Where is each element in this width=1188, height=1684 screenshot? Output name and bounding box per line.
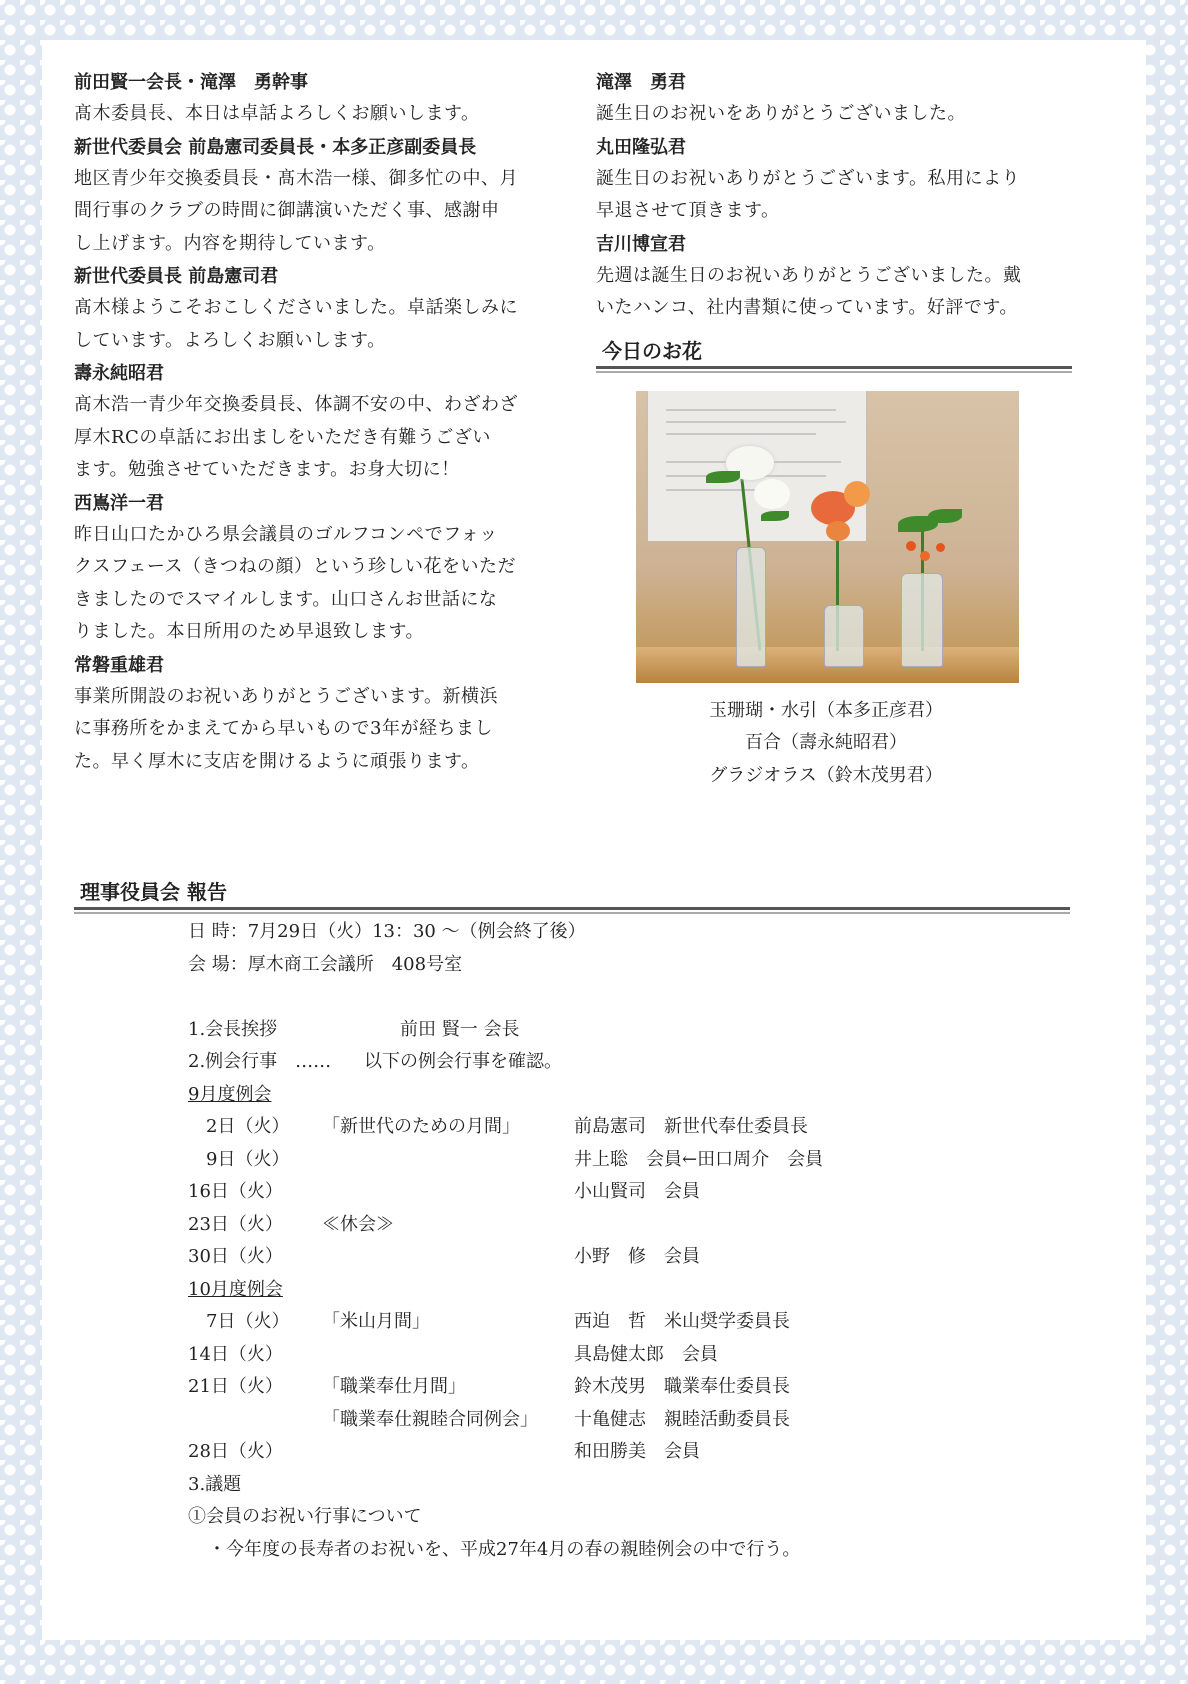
message-text <box>74 163 574 261</box>
message-line: 厚木RCの卓話にお出ましをいただき有難うござい <box>74 426 491 448</box>
schedule-event: 「米山月間」 <box>322 1311 430 1332</box>
message-text <box>74 681 574 779</box>
month-label <box>188 1274 800 1307</box>
schedule-date: 28日（火） <box>188 1441 283 1462</box>
item-label: 2.例会行事 …… <box>188 1051 332 1072</box>
schedule-speaker: 前島憲司 新世代奉仕委員長 <box>574 1116 808 1137</box>
message-text <box>596 163 1066 228</box>
message-line: 髙木浩一青少年交換委員長、体調不安の中、わざわざ <box>74 394 518 415</box>
messages-right <box>596 68 1066 792</box>
page <box>42 40 1146 1640</box>
schedule-speaker: 鈴木茂男 職業奉仕委員長 <box>574 1376 790 1397</box>
item-value: 以下の例会行事を確認。 <box>364 1051 562 1072</box>
schedule-speaker: 西迫 哲 米山奨学委員長 <box>574 1311 790 1332</box>
flower-captions <box>596 695 1056 793</box>
message-line: 髙木様ようこそおこしくださいました。卓話楽しみに <box>74 297 518 318</box>
schedule-date: 21日（火） <box>188 1376 283 1397</box>
message-line: 誕生日のお祝いありがとうございます。私用により <box>596 167 1021 189</box>
message-block <box>74 133 574 261</box>
message-line: 早退させて頂きます。 <box>596 200 780 221</box>
spacer <box>188 981 800 1014</box>
message-block <box>596 230 1066 325</box>
schedule-row <box>188 1241 800 1274</box>
month-label-text: 10月度例会 <box>188 1278 283 1300</box>
schedule-event: 「職業奉仕親睦合同例会」 <box>322 1408 538 1430</box>
vase <box>736 547 766 667</box>
message-line: クスフェース（きつねの顔）という珍しい花をいただ <box>74 556 517 577</box>
schedule-speaker: 和田勝美 会員 <box>574 1441 700 1462</box>
message-text <box>596 260 1066 325</box>
vase <box>901 573 943 667</box>
caption-line: グラジオラス（鈴木茂男君） <box>709 764 943 786</box>
message-line: 誕生日のお祝いをありがとうございました。 <box>596 103 966 124</box>
message-text <box>74 519 574 649</box>
flower-photo <box>636 391 1019 683</box>
message-author: 壽永純昭君 <box>74 363 164 384</box>
item-label: 1.会長挨拶 <box>188 1018 278 1040</box>
messages-left <box>74 68 574 780</box>
message-line: りました。本日所用のため早退致します。 <box>74 621 425 642</box>
item-value: 前田 賢一 会長 <box>400 1018 520 1040</box>
flowers-heading: 今日のお花 <box>596 335 1072 369</box>
schedule-row <box>188 1209 800 1242</box>
caption-line: 百合（壽永純昭君） <box>745 732 907 753</box>
report-datetime: 日 時：7月29日（火）13：30 〜（例会終了後） <box>188 921 586 942</box>
message-line: 地区青少年交換委員長・髙木浩一様、御多忙の中、月 <box>74 167 518 189</box>
month-label <box>188 1079 800 1112</box>
schedule-speaker: 小山賢司 会員 <box>574 1181 700 1202</box>
schedule-row <box>188 1144 824 1177</box>
caption-line: 玉珊瑚・水引（本多正彦君） <box>709 699 943 721</box>
schedule-date: 7日（火） <box>188 1311 290 1332</box>
board-report <box>188 916 824 1566</box>
month-label-text: 9月度例会 <box>188 1083 272 1105</box>
message-block <box>74 489 574 649</box>
message-author: 丸田隆弘君 <box>596 136 686 158</box>
message-line: 昨日山口たかひろ県会議員のゴルフコンペでフォッ <box>74 523 498 545</box>
agenda-item <box>188 1046 800 1079</box>
message-line: きましたのでスマイルします。山口さんお世話にな <box>74 588 498 610</box>
schedule-row <box>188 1339 800 1372</box>
message-line: 事業所開設のお祝いありがとうございます。新横浜 <box>74 685 499 707</box>
message-text <box>596 98 1066 131</box>
schedule-date: 23日（火） <box>188 1213 283 1235</box>
message-line: しています。よろしくお願いします。 <box>74 329 386 351</box>
schedule-row <box>188 1111 808 1144</box>
message-line: た。早く厚木に支店を開けるように頑張ります。 <box>74 750 480 772</box>
schedule-row <box>188 1176 800 1209</box>
message-text <box>74 98 574 131</box>
schedule-speaker: 井上聡 会員←田口周介 会員 <box>574 1148 824 1170</box>
agenda-item <box>188 1014 800 1047</box>
schedule-speaker: 十亀健志 親睦活動委員長 <box>574 1408 790 1430</box>
message-text <box>74 389 574 487</box>
message-line: 髙木委員長、本日は卓話よろしくお願いします。 <box>74 103 480 124</box>
message-block <box>74 68 574 131</box>
schedule-speaker: 小野 修 会員 <box>574 1246 700 1267</box>
report-venue: 会 場：厚木商工会議所 408号室 <box>188 953 463 975</box>
schedule-event: 「職業奉仕月間」 <box>322 1376 466 1397</box>
schedule-date: 14日（火） <box>188 1343 283 1365</box>
message-author: 新世代委員長 前島憲司君 <box>74 266 279 287</box>
message-author: 前田賢一会長・滝澤 勇幹事 <box>74 72 308 93</box>
message-author: 西嶌洋一君 <box>74 492 164 514</box>
schedule-row <box>188 1371 800 1404</box>
message-block <box>596 68 1066 131</box>
message-block <box>74 651 574 779</box>
schedule-date: 2日（火） <box>188 1116 290 1137</box>
message-block <box>596 133 1066 228</box>
message-line: に事務所をかまえてから早いもので3年が経ちまし <box>74 718 493 739</box>
schedule-event: 「新世代のための月間」 <box>322 1116 520 1137</box>
agenda-detail: ・今年度の長寿者のお祝いを、平成27年4月の春の親睦例会の中で行う。 <box>208 1538 801 1560</box>
message-author: 常磐重雄君 <box>74 654 164 676</box>
message-text <box>74 292 574 357</box>
message-author: 新世代委員会 前島憲司委員長・本多正彦副委員長 <box>74 136 477 158</box>
message-block <box>74 359 574 487</box>
schedule-date: 30日（火） <box>188 1246 283 1267</box>
message-author: 滝澤 勇君 <box>596 72 686 93</box>
message-line: ます。勉強させていただきます。お身大切に！ <box>74 459 460 480</box>
message-line: 先週は誕生日のお祝いありがとうございました。戴 <box>596 264 1022 286</box>
message-line: 間行事のクラブの時間に御講演いただく事、感謝申 <box>74 200 500 221</box>
message-line: いたハンコ、社内書類に使っています。好評です。 <box>596 297 1018 318</box>
message-block <box>74 262 574 357</box>
agenda-item: 3.議題 <box>188 1473 242 1495</box>
schedule-row <box>188 1404 800 1437</box>
schedule-row <box>188 1436 800 1469</box>
schedule-date: 9日（火） <box>188 1148 290 1170</box>
message-author: 吉川博宣君 <box>596 233 686 255</box>
schedule-date: 16日（火） <box>188 1181 283 1202</box>
report-heading: 理事役員会 報告 <box>74 876 1070 910</box>
vase <box>824 605 864 667</box>
schedule-row <box>188 1306 800 1339</box>
schedule-speaker: 具島健太郎 会員 <box>574 1343 718 1365</box>
message-line: し上げます。内容を期待しています。 <box>74 232 386 254</box>
agenda-title: ①会員のお祝い行事について <box>188 1506 422 1527</box>
schedule-event: ≪休会≫ <box>322 1213 394 1235</box>
